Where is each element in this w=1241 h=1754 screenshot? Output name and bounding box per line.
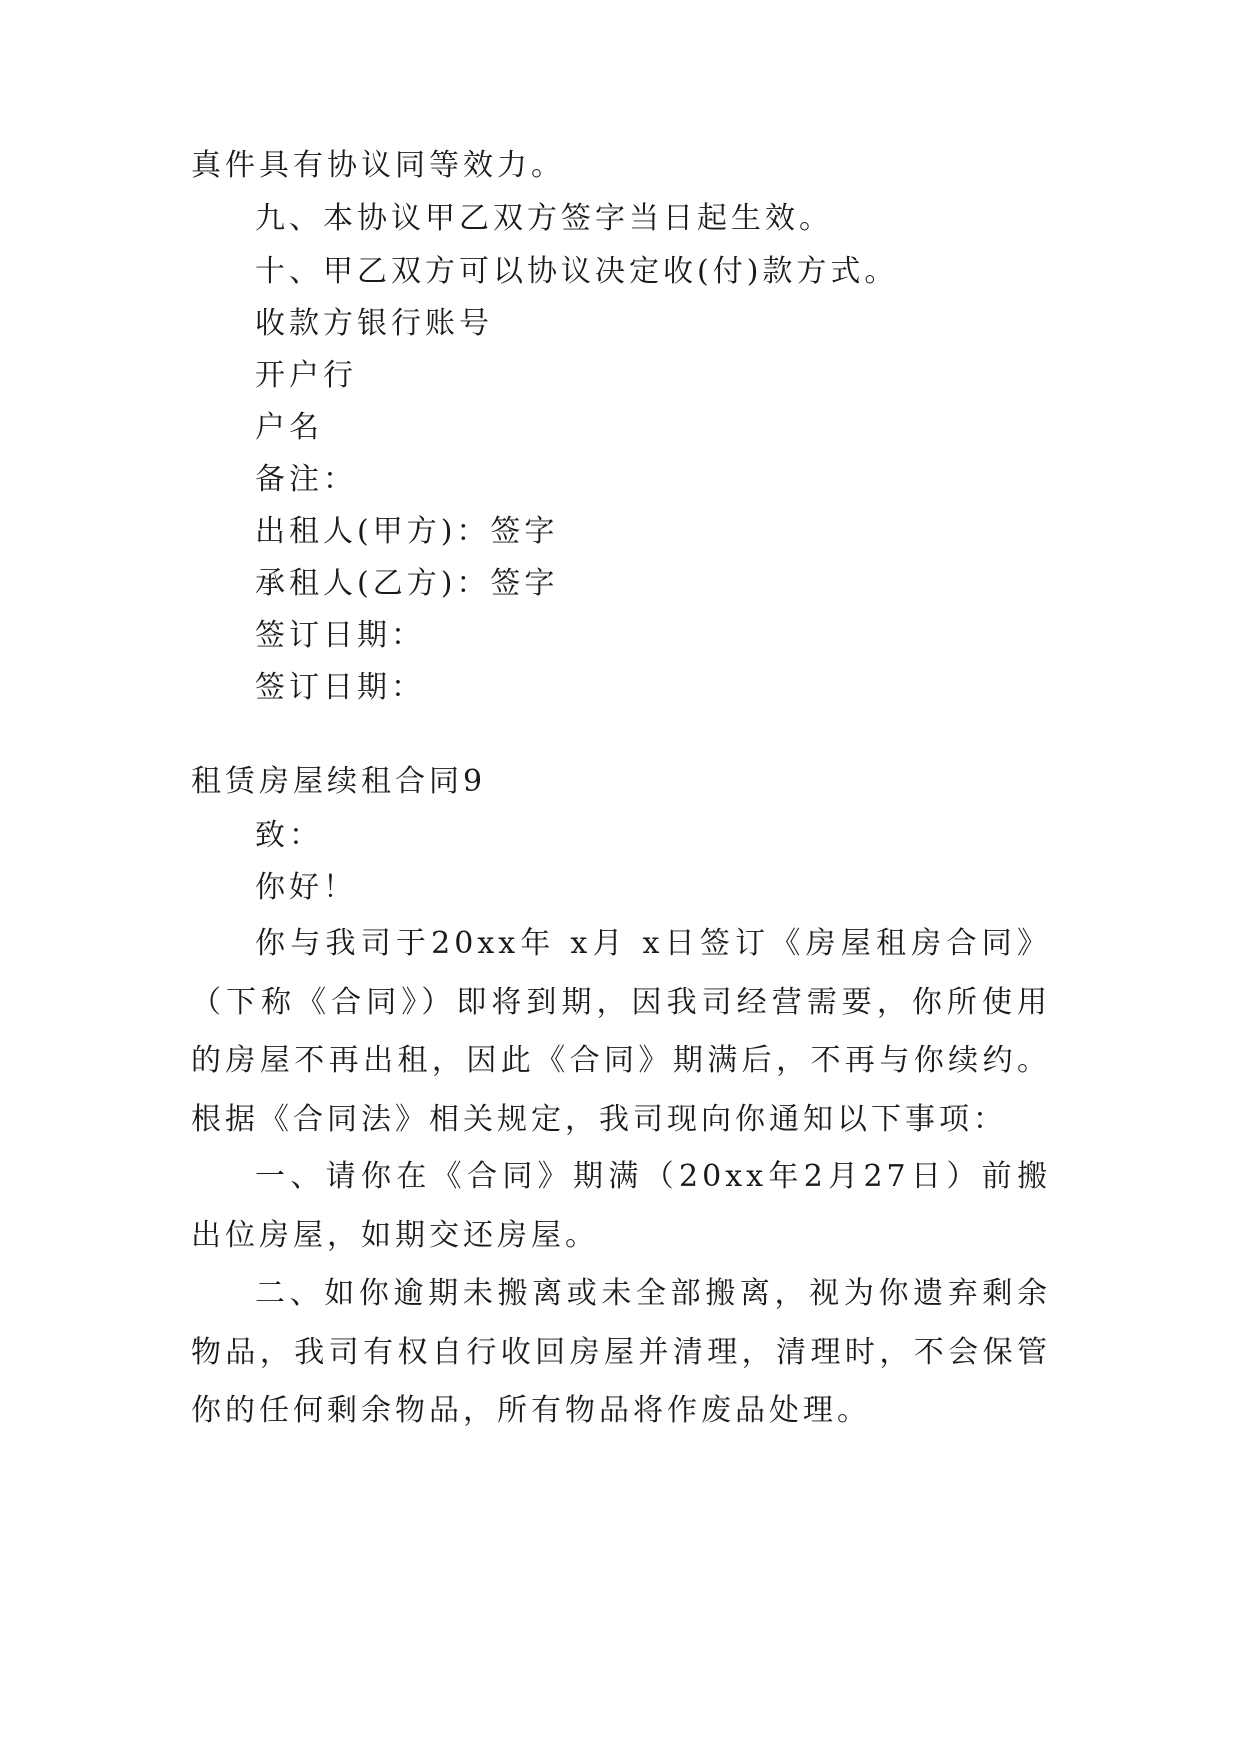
continuation-line: 真件具有协议同等效力。 — [191, 148, 565, 183]
clause-9: 九、本协议甲乙双方签字当日起生效。 — [255, 201, 833, 236]
bank-name-label: 开户行 — [255, 358, 357, 393]
sign-date-line: 签订日期： — [255, 670, 425, 705]
sign-date-line: 签订日期： — [255, 618, 425, 653]
notice-item-2: 二、如你逾期未搬离或未全部搬离，视为你遗弃剩余物品，我司有权自行收回房屋并清理，清理时，不会保管你的任何剩余物品，所有物品将作废品处理。 — [191, 1276, 1051, 1428]
lessee-signature-line: 承租人(乙方)：签字 — [255, 566, 559, 601]
remarks-label: 备注： — [255, 462, 357, 497]
lessor-signature-line: 出租人(甲方)：签字 — [255, 514, 559, 549]
contract-title: 租赁房屋续租合同9 — [191, 764, 487, 799]
greeting-line: 你好！ — [255, 870, 357, 905]
notice-item-1: 一、请你在《合同》期满（20xx年2月27日）前搬出位房屋，如期交还房屋。 — [191, 1159, 1051, 1253]
notice-body-paragraph: 你与我司于20xx年 x月 x日签订《房屋租房合同》（下称《合同》）即将到期，因我司经营需要，你所使用的房屋不再出租，因此《合同》期满后，不再与你续约。根据《合同法》相关规定，我司现向你通知以下事项： — [191, 926, 1051, 1137]
clause-10: 十、甲乙双方可以协议决定收(付)款方式。 — [255, 254, 899, 289]
account-name-label: 户名 — [255, 410, 323, 445]
bank-account-label: 收款方银行账号 — [255, 306, 493, 341]
addressee-line: 致： — [255, 818, 323, 853]
